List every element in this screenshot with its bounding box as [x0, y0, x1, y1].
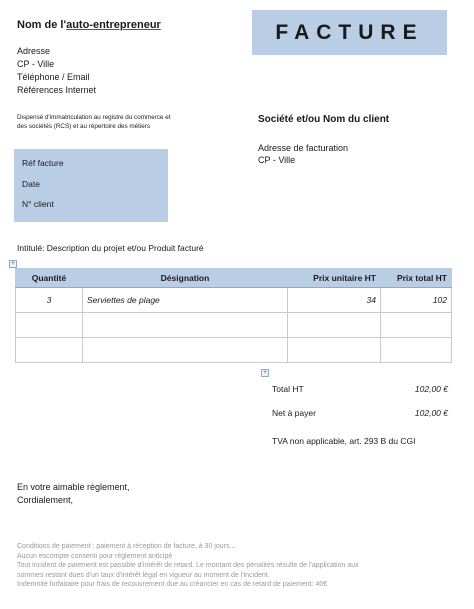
invoice-ref-box: [14, 149, 168, 222]
client-number-label: N° client: [22, 199, 54, 209]
table-row: [16, 338, 452, 363]
seller-name: [17, 19, 161, 31]
dispense-line-2: des sociétés (RCS) et au répertoire des métiers: [17, 123, 150, 130]
cell-prix-unitaire: [288, 338, 381, 363]
net-a-payer-value: 102,00 €: [414, 408, 448, 418]
date-label: Date: [22, 179, 40, 189]
net-a-payer-label: Net à payer: [272, 408, 316, 418]
client-city: CP - Ville: [258, 155, 296, 165]
cell-prix-total: [381, 338, 452, 363]
table-row: [16, 288, 452, 313]
table-row: [16, 313, 452, 338]
dispense-notice: [17, 113, 237, 131]
total-ht-row: [272, 384, 452, 396]
totals-block: [272, 384, 452, 420]
cell-designation: [83, 313, 288, 338]
closing: [17, 481, 130, 507]
cell-designation: Serviettes de plage: [83, 288, 288, 313]
closing-line-2: Cordialement,: [17, 495, 74, 505]
seller-name-prefix: Nom de l': [17, 19, 67, 31]
net-a-payer-row: [272, 408, 452, 420]
condition-line: sommes restant dues d'un taux d'intérêt légal en vigueur au moment de l'incident.: [17, 571, 270, 579]
ref-facture-label: Réf facture: [22, 158, 64, 168]
cell-prix-unitaire: 34: [288, 288, 381, 313]
condition-line: Tout incident de paiement est passible d'intérêt de retard. Le montant des pénalités résulte de l'application aux: [17, 562, 359, 570]
payment-conditions: [17, 542, 457, 590]
cell-prix-unitaire: [288, 313, 381, 338]
client-details: [258, 142, 348, 166]
condition-line: Aucun escompte consenti pour règlement anticipé: [17, 552, 173, 560]
seller-contact: Téléphone / Email: [17, 72, 90, 82]
seller-details: [17, 45, 96, 97]
header-designation: Désignation: [83, 269, 288, 288]
header-prix-unitaire: Prix unitaire HT: [288, 269, 381, 288]
client-billing-address: Adresse de facturation: [258, 143, 349, 153]
header-quantite: Quantité: [16, 269, 83, 288]
table-move-anchor-icon[interactable]: +: [261, 369, 269, 377]
tva-note: TVA non applicable, art. 293 B du CGI: [272, 436, 416, 446]
dispense-line-1: Dispensé d'immatriculation au registre du commerce et: [17, 114, 171, 121]
seller-city: CP - Ville: [17, 59, 55, 69]
seller-name-underlined: auto-entrepreneur: [66, 19, 161, 31]
cell-prix-total: [381, 313, 452, 338]
closing-line-1: En votre aimable règlement,: [17, 482, 130, 492]
seller-web: Références Internet: [17, 85, 97, 95]
facture-title: FACTURE: [275, 21, 424, 44]
cell-quantite: [16, 313, 83, 338]
total-ht-label: Total HT: [272, 384, 304, 394]
cell-quantite: 3: [16, 288, 83, 313]
table-header-row: [16, 269, 452, 288]
table-move-anchor-icon[interactable]: +: [9, 260, 17, 268]
intitule: Intitulé: Description du projet et/ou Produit facturé: [17, 243, 204, 253]
condition-line: Conditions de paiement : paiement à réception de facture, à 30 jours...: [17, 543, 236, 550]
condition-line: Indemnité forfaitaire pour frais de recouvrement due au créancier en cas de retard de paiement: 40€: [17, 581, 328, 589]
facture-title-box: [252, 10, 447, 55]
cell-quantite: [16, 338, 83, 363]
items-table: [15, 268, 452, 363]
total-ht-value: 102,00 €: [414, 384, 448, 394]
seller-address: Adresse: [17, 46, 51, 56]
client-name: Société et/ou Nom du client: [258, 114, 390, 125]
cell-prix-total: 102: [381, 288, 452, 313]
header-prix-total: Prix total HT: [381, 269, 452, 288]
cell-designation: [83, 338, 288, 363]
